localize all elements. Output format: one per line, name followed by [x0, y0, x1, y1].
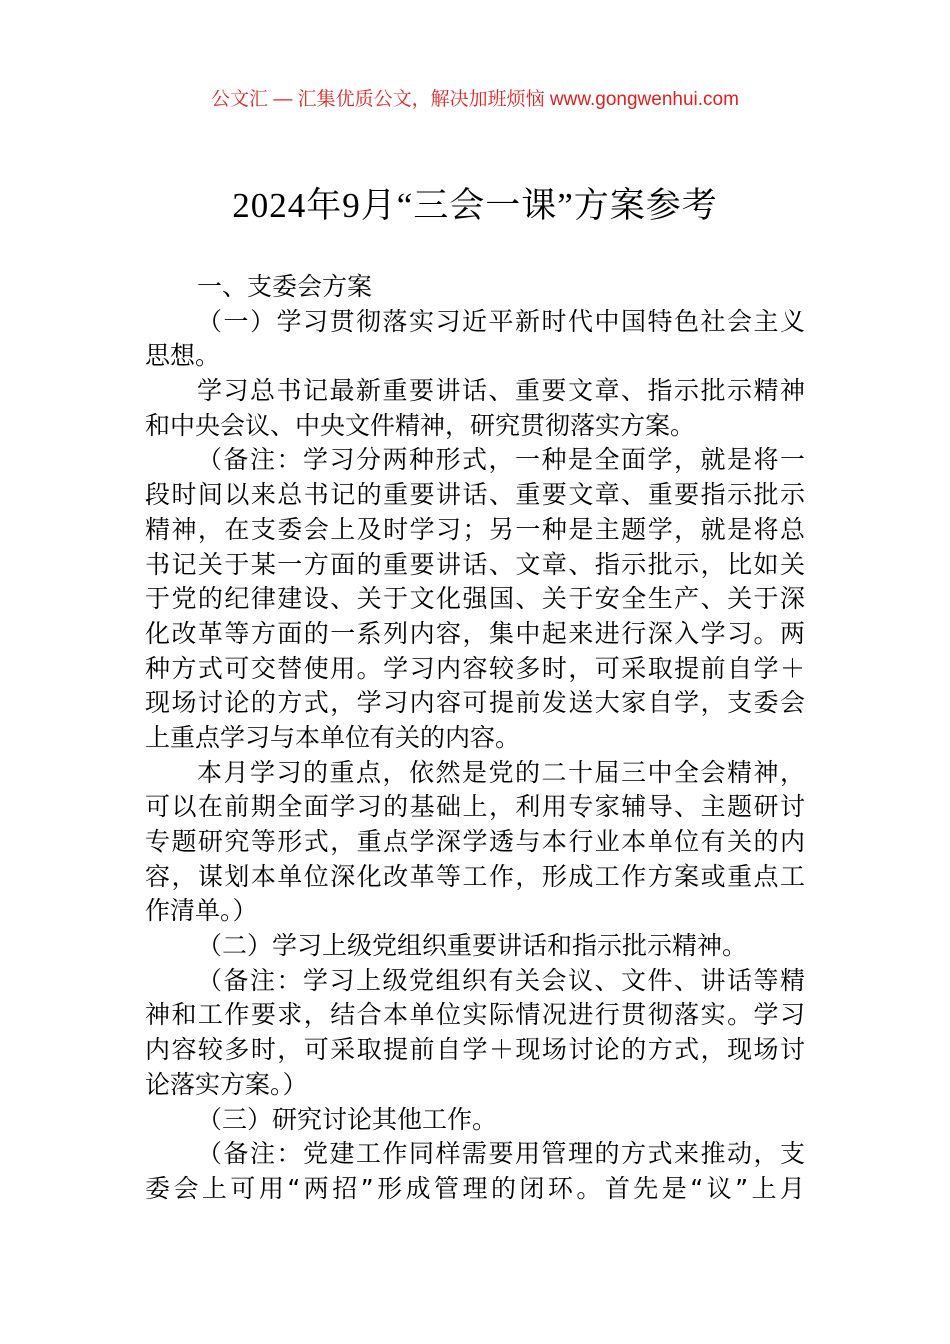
text-line: 专题研究等形式，重点学深学透与本行业本单位有关的内	[145, 827, 805, 856]
text-line: 书记关于某一方面的重要讲话、文章、指示批示，比如关	[145, 549, 805, 579]
text-line: （备注：党建工作同样需要用管理的方式来推动，支	[197, 1139, 805, 1169]
text-line: （备注：学习上级党组织有关会议、文件、讲话等精	[197, 965, 805, 995]
note-3	[145, 1137, 805, 1206]
document-title: 2024年9月“三会一课”方案参考	[232, 186, 718, 225]
section-heading-1	[145, 270, 805, 305]
text-line: 一、支委会方案	[197, 272, 373, 301]
note-2	[145, 964, 805, 1103]
text-line: 上重点学习与本单位有关的内容。	[145, 722, 521, 752]
text-line: （二）学习上级党组织重要讲话和指示批示精神。	[197, 931, 748, 961]
document-body	[145, 270, 805, 1207]
text-line: 段时间以来总书记的重要讲话、重要文章、重要指示批示	[145, 480, 805, 510]
text-line: 思想。	[145, 341, 221, 371]
text-line: 内容较多时，可采取提前自学＋现场讨论的方式，现场讨	[145, 1035, 805, 1065]
text-line: （三）研究讨论其他工作。	[197, 1104, 498, 1134]
text-line: （一）学习贯彻落实习近平新时代中国特色社会主义	[197, 306, 805, 336]
text-line: 作清单。）	[145, 896, 258, 926]
text-line: 于党的纪律建设、关于文化强国、关于安全生产、关于深	[145, 584, 805, 614]
note-1-continued	[145, 756, 805, 929]
text-line: 神和工作要求，结合本单位实际情况进行贯彻落实。学习	[145, 1000, 805, 1030]
text-line: 和中央会议、中央文件精神，研究贯彻落实方案。	[145, 410, 696, 440]
text-line: 化改革等方面的一系列内容，集中起来进行深入学习。两	[145, 618, 805, 648]
text-line: 学习总书记最新重要讲话、重要文章、指示批示精神	[197, 376, 805, 406]
text-line: 可以在前期全面学习的基础上，利用专家辅导、主题研讨	[145, 792, 805, 822]
text-line: （备注：学习分两种形式，一种是全面学，就是将一	[197, 445, 805, 475]
note-1	[145, 443, 805, 755]
text-line: 种方式可交替使用。学习内容较多时，可采取提前自学＋	[145, 653, 805, 683]
text-line: 现场讨论的方式，学习内容可提前发送大家自学，支委会	[145, 688, 805, 718]
paragraph-1	[145, 374, 805, 443]
subheading-1	[145, 305, 805, 374]
subheading-3	[145, 1103, 805, 1138]
subheading-2	[145, 929, 805, 964]
watermark-header: 公文汇 — 汇集优质公文，解决加班烦恼 www.gongwenhui.com	[211, 89, 739, 110]
text-line: 精神，在支委会上及时学习；另一种是主题学，就是将总	[145, 514, 805, 544]
text-line: 本月学习的重点，依然是党的二十届三中全会精神，	[197, 757, 805, 787]
text-line: 委会上可用“两招”形成管理的闭环。首先是“议”上月	[145, 1173, 805, 1203]
text-line: 容，谋划本单位深化改革等工作，形成工作方案或重点工	[145, 861, 805, 891]
text-line: 论落实方案。）	[145, 1069, 308, 1099]
